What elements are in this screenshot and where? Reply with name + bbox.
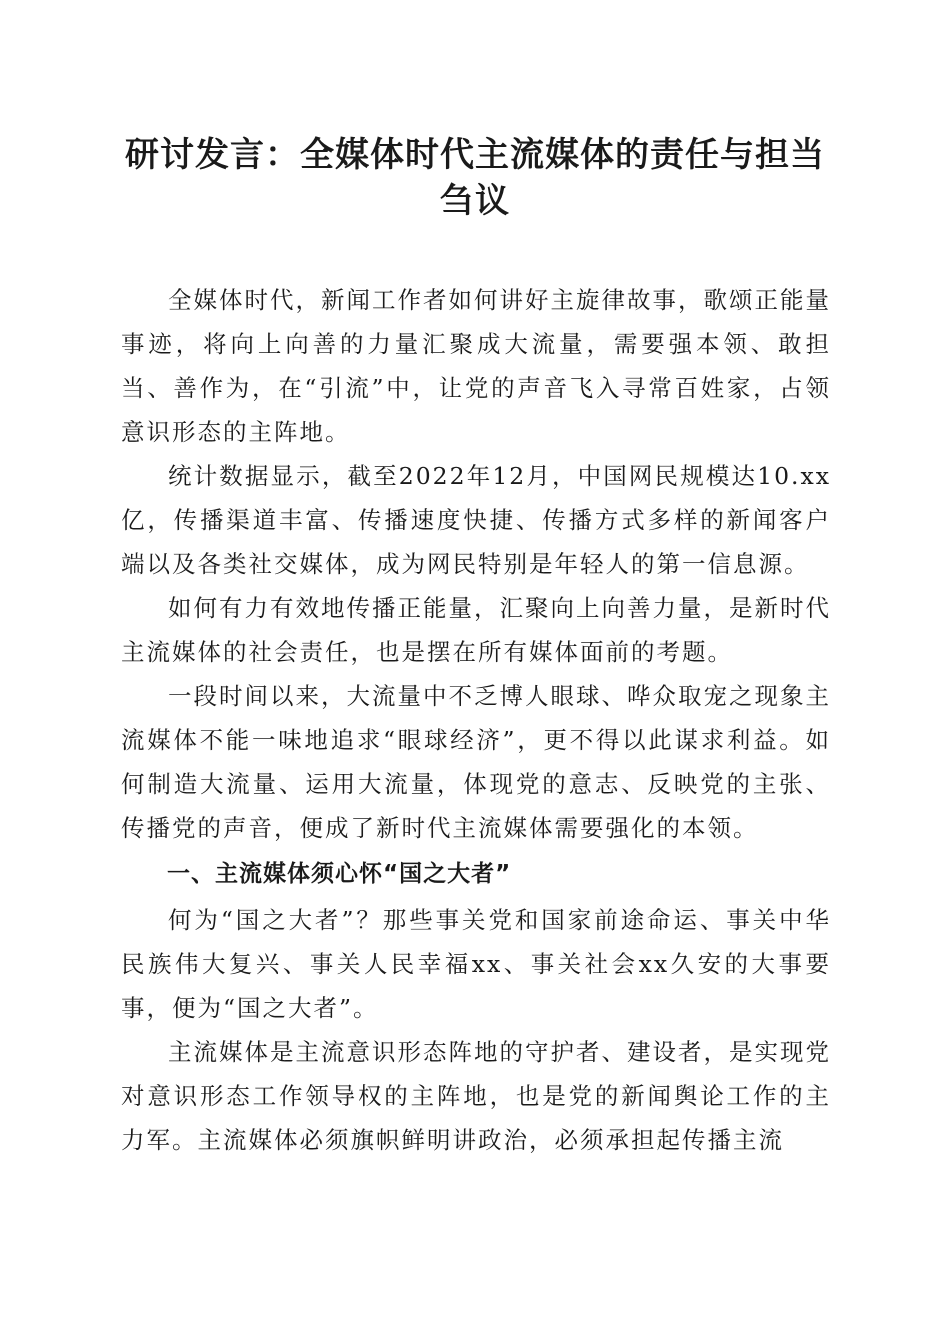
- paragraph-statistics: 统计数据显示，截至2022年12月，中国网民规模达10.xx亿，传播渠道丰富、传播速度快捷、传播方式多样的新闻客户端以及各类社交媒体，成为网民特别是年轻人的第一信息源。: [121, 462, 831, 578]
- paragraph-mainstream-media: 主流媒体是主流意识形态阵地的守护者、建设者，是实现党对意识形态工作领导权的主阵地，也是党的新闻舆论工作的主力军。主流媒体必须旗帜鲜明讲政治，必须承担起传播主流: [121, 1038, 831, 1154]
- paragraph-responsibility: 如何有力有效地传播正能量，汇聚向上向善力量，是新时代主流媒体的社会责任，也是摆在所有媒体面前的考题。: [121, 594, 831, 666]
- title-line-1: 研讨发言：全媒体时代主流媒体的责任与担当: [125, 135, 825, 175]
- document-title: [100, 132, 850, 224]
- paragraph-intro: 全媒体时代，新闻工作者如何讲好主旋律故事，歌颂正能量事迹，将向上向善的力量汇聚成大流量，需要强本领、敢担当、善作为，在“引流”中，让党的声音飞入寻常百姓家，占领意识形态的主阵地。: [121, 286, 831, 446]
- document-body: [121, 278, 831, 1162]
- paragraph-traffic: 一段时间以来，大流量中不乏博人眼球、哗众取宠之现象主流媒体不能一味地追求“眼球经济”，更不得以此谋求利益。如何制造大流量、运用大流量，体现党的意志、反映党的主张、传播党的声音，便成了新时代主流媒体需要强化的本领。: [121, 682, 831, 842]
- section-heading-1: 一、主流媒体须心怀“国之大者”: [167, 861, 512, 887]
- title-line-2: 刍议: [440, 181, 510, 221]
- paragraph-national-priorities: 何为“国之大者”？那些事关党和国家前途命运、事关中华民族伟大复兴、事关人民幸福xx、事关社会xx久安的大事要事，便为“国之大者”。: [121, 906, 831, 1022]
